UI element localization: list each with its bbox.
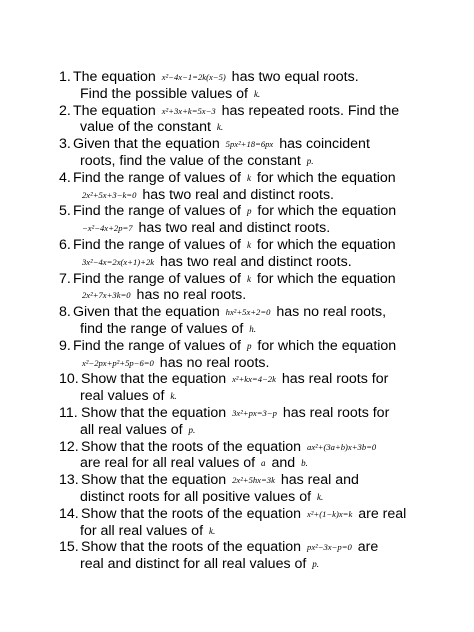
- question-item: [0, 405, 474, 439]
- question-continuation-line: [0, 489, 474, 506]
- question-text: has real roots for: [277, 371, 389, 388]
- question-first-line: 4. Find the range of values of k for which the equation: [59, 169, 396, 186]
- question-first-line: 7. Find the range of values of k for which the equation: [59, 270, 396, 287]
- math-expression: p: [246, 340, 252, 351]
- math-expression: 2x²+7x+3k=0: [82, 290, 131, 301]
- question-text: Show that the roots of the equation: [81, 539, 306, 556]
- question-text: for which the equation: [252, 270, 396, 287]
- question-text: real and distinct for all real values of: [80, 556, 311, 573]
- math-expression: k: [246, 239, 251, 250]
- question-continuation-line: [0, 119, 474, 136]
- math-expression: 5px²+18=6px: [225, 139, 274, 150]
- question-first-line: 2. The equation x²+3x+k=5x−3 has repeated roots. Find the: [59, 102, 400, 119]
- question-text: value of the constant: [80, 119, 215, 136]
- question-continuation-line: [0, 86, 474, 103]
- question-continuation-line: [0, 321, 474, 338]
- question-first-line: 5. Find the range of values of p for which the equation: [59, 203, 397, 220]
- math-expression: k.: [170, 391, 177, 402]
- question-first-line: 1. The equation x²−4x−1=2k(x−5) has two equal roots.: [59, 69, 359, 85]
- question-continuation-line: [0, 455, 474, 472]
- question-text: Find the range of values of: [73, 236, 245, 253]
- question-continuation-line: [0, 254, 474, 271]
- question-text: Show that the equation: [81, 472, 231, 489]
- question-item: [0, 203, 474, 237]
- question-item: [0, 439, 474, 473]
- question-text: Find the range of values of: [73, 203, 245, 220]
- math-expression: p.: [188, 424, 196, 435]
- question-text: real values of: [80, 388, 169, 405]
- question-text: roots, find the value of the constant: [80, 152, 305, 169]
- question-text: find the range of values of: [80, 320, 248, 337]
- math-expression: b.: [301, 458, 308, 469]
- question-text: has repeated roots. Find the: [217, 102, 400, 119]
- question-text: has two real and distinct roots.: [156, 253, 352, 270]
- question-text: for all real values of: [80, 522, 207, 539]
- math-expression: k.: [253, 88, 261, 99]
- question-text: all real values of: [80, 421, 187, 438]
- question-text: has coincident: [275, 136, 370, 153]
- question-text: has real roots for: [278, 404, 390, 421]
- math-expression: x²+kx=4−2k: [232, 374, 276, 385]
- question-text: for which the equation: [253, 337, 397, 354]
- question-first-line: 14. Show that the roots of the equation x²+(1−k)x=k are real: [59, 505, 407, 522]
- question-text: Show that the roots of the equation: [81, 505, 306, 522]
- math-expression: k.: [317, 491, 324, 502]
- question-text: Given that the equation: [73, 136, 224, 153]
- question-item: [0, 304, 474, 338]
- math-expression: x²+3x+k=5x−3: [161, 105, 216, 116]
- question-text: Show that the equation: [81, 371, 231, 388]
- math-expression: x²−2px+p²+5p−6=0: [82, 357, 154, 368]
- question-text: and: [267, 455, 300, 472]
- question-first-line: 3. Given that the equation 5px²+18=6px has coincident: [59, 136, 370, 153]
- question-text: Given that the equation: [73, 304, 224, 321]
- math-expression: hx²+5x+2=0: [225, 307, 271, 318]
- question-item: [0, 371, 474, 405]
- question-text: has no real roots.: [155, 354, 270, 371]
- question-first-line: 9. Find the range of values of p for which the equation: [59, 337, 397, 354]
- question-continuation-line: [0, 220, 474, 237]
- question-item: [0, 539, 474, 573]
- math-expression: x²−4x−1=2k(x−5): [161, 72, 226, 82]
- question-item: [0, 472, 474, 506]
- question-continuation-line: [0, 523, 474, 540]
- math-expression: p: [246, 206, 252, 217]
- question-first-line: 12. Show that the roots of the equation ax²+(3a+b)x+3b=0: [59, 438, 377, 455]
- question-text: has no real roots.: [132, 287, 247, 304]
- question-item: [0, 69, 474, 103]
- question-continuation-line: [0, 355, 474, 372]
- question-item: [0, 170, 474, 204]
- math-expression: 2x²+5x+3−k=0: [82, 189, 137, 200]
- question-text: Find the range of values of: [73, 337, 245, 354]
- math-expression: −x²−4x+2p=7: [82, 223, 133, 234]
- question-text: Show that the roots of the equation: [81, 438, 306, 455]
- question-item: [0, 338, 474, 372]
- math-expression: k.: [216, 122, 224, 133]
- question-text: has real and: [276, 472, 359, 489]
- question-text: has two real and distinct roots.: [134, 220, 331, 237]
- question-item: [0, 506, 474, 540]
- question-text: Find the range of values of: [73, 169, 245, 186]
- question-text: for which the equation: [253, 203, 397, 220]
- question-text: The equation: [73, 102, 160, 119]
- question-item: [0, 103, 474, 137]
- question-text: for which the equation: [252, 236, 396, 253]
- question-item: [0, 136, 474, 170]
- question-text: The equation: [73, 69, 160, 85]
- math-expression: ax²+(3a+b)x+3b=0: [307, 441, 377, 452]
- math-expression: 3x²−4x=2x(x+1)+2k: [82, 256, 155, 267]
- math-expression: x²+(1−k)x=k: [307, 508, 353, 519]
- question-text: has two equal roots.: [227, 69, 359, 85]
- math-expression: k: [246, 273, 251, 284]
- question-first-line: 8. Given that the equation hx²+5x+2=0 has no real roots,: [59, 304, 387, 321]
- question-text: has no real roots,: [272, 304, 387, 321]
- question-text: Find the possible values of: [80, 85, 252, 102]
- math-expression: h.: [249, 323, 256, 334]
- question-continuation-line: [0, 287, 474, 304]
- question-first-line: 15. Show that the roots of the equation px²−3x−p=0 are: [59, 539, 379, 556]
- math-expression: p.: [312, 559, 320, 570]
- question-text: Find the range of values of: [73, 270, 245, 287]
- math-expression: 2x²+5hx=3k: [232, 475, 275, 486]
- question-first-line: 6. Find the range of values of k for which the equation: [59, 236, 396, 253]
- question-first-line: 10. Show that the equation x²+kx=4−2k has real roots for: [59, 371, 389, 388]
- question-continuation-line: [0, 388, 474, 405]
- question-continuation-line: [0, 153, 474, 170]
- question-text: has two real and distinct roots.: [138, 186, 334, 203]
- question-text: distinct roots for all positive values of: [80, 488, 315, 505]
- question-first-line: 13. Show that the equation 2x²+5hx=3k has real and: [59, 472, 359, 489]
- question-continuation-line: [0, 187, 474, 204]
- question-first-line: 11. Show that the equation 3x²+px=3−p has real roots for: [59, 404, 390, 421]
- question-text: are real: [354, 505, 407, 522]
- math-expression: px²−3x−p=0: [307, 542, 352, 553]
- question-continuation-line: [0, 556, 474, 573]
- question-item: [0, 271, 474, 305]
- question-text: are: [353, 539, 379, 556]
- math-expression: 3x²+px=3−p: [232, 407, 277, 418]
- math-expression: a: [261, 458, 266, 469]
- question-text: are real for all real values of: [80, 455, 260, 472]
- math-expression: k.: [208, 525, 216, 536]
- question-continuation-line: [0, 422, 474, 439]
- math-expression: p.: [306, 155, 314, 166]
- question-list: [0, 69, 474, 573]
- math-expression: k: [246, 172, 251, 183]
- question-item: [0, 237, 474, 271]
- question-text: Show that the equation: [81, 404, 231, 421]
- question-text: for which the equation: [252, 169, 396, 186]
